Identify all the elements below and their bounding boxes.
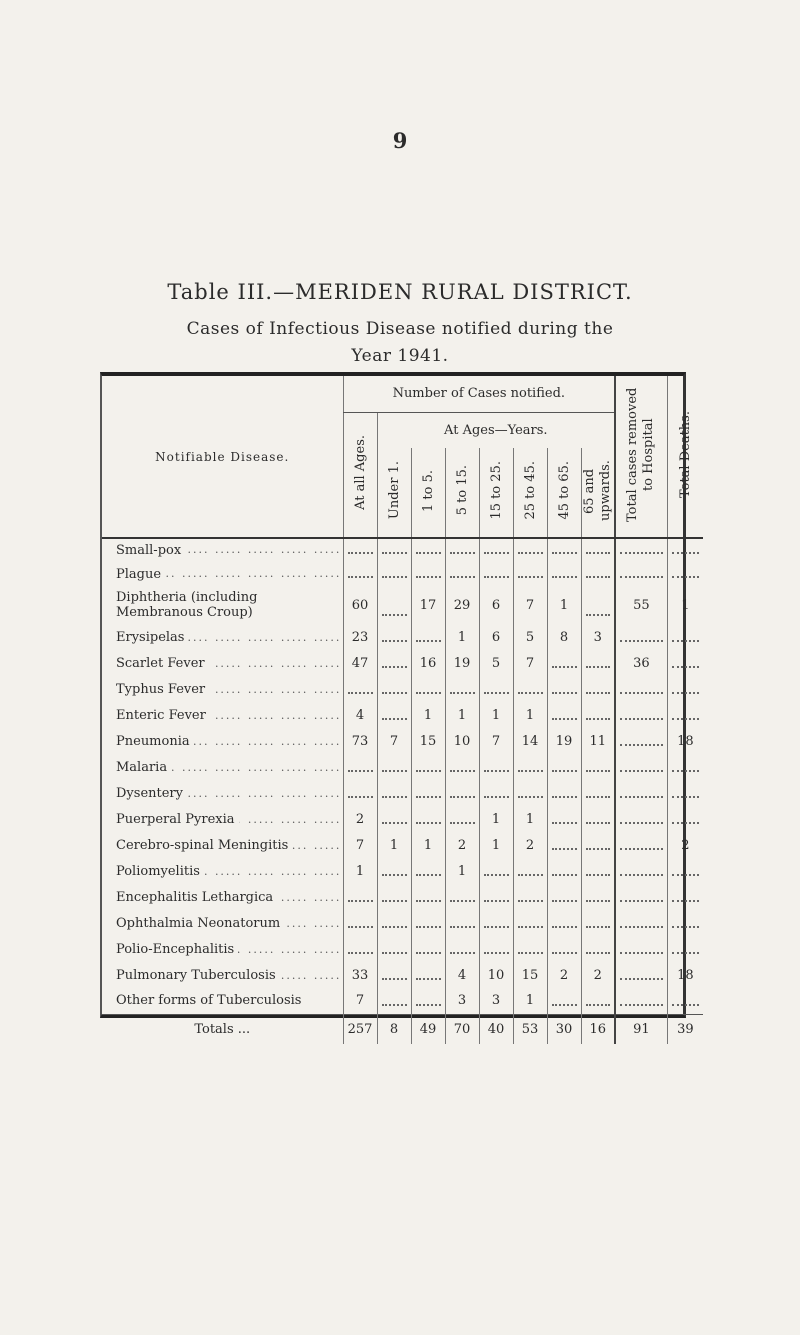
table-cell [377,910,411,936]
disease-label: Diphtheria (including Membranous Croup) [116,590,258,620]
table-row [102,562,703,586]
header-age-under-1: Under 1. [377,448,411,538]
table-cell [479,780,513,806]
table-cell: 2 [547,962,581,988]
table-cell: 7 [343,988,377,1014]
table-cell [581,702,615,728]
table-cell: 1 [411,702,445,728]
table-cell: 1 [445,702,479,728]
table-cell [377,586,411,624]
table-cell [615,962,667,988]
table-cell [411,780,445,806]
table-cell [615,884,667,910]
table-cell: 7 [343,832,377,858]
table-cell [547,832,581,858]
table-cell: 8 [547,624,581,650]
table-cell [377,988,411,1014]
totals-cell: 257 [343,1014,377,1044]
disease-name [102,962,343,988]
table-cell [667,538,703,562]
header-age-1-to-5: 1 to 5. [411,448,445,538]
table-cell [513,780,547,806]
table-cell: 1 [377,832,411,858]
table-cell: 5 [479,650,513,676]
table-cell [581,884,615,910]
table-cell [581,858,615,884]
table-cell [547,910,581,936]
table-cell: 7 [513,586,547,624]
table-cell: 60 [343,586,377,624]
disease-label: Erysipelas [116,630,188,645]
table-cell: 36 [615,650,667,676]
table-cell [581,676,615,702]
table-cell [513,884,547,910]
totals-cell: 40 [479,1014,513,1044]
table-cell [615,624,667,650]
table-cell [547,936,581,962]
table-cell [513,562,547,586]
table-cell [581,780,615,806]
disease-name [102,832,343,858]
header-age-65-upwards: 65 and upwards. [581,448,615,538]
table-cell [581,754,615,780]
table-cell [411,936,445,962]
table-cell [513,538,547,562]
table-row [102,780,703,806]
table-cell: 19 [547,728,581,754]
table-title: Table III.—MERIDEN RURAL DISTRICT. [167,280,633,304]
totals-label: Totals ... [102,1014,343,1044]
table-cell [445,780,479,806]
table-cell: 29 [445,586,479,624]
disease-name [102,988,343,1014]
table-cell [343,884,377,910]
table-cell [667,780,703,806]
disease-name [102,562,343,586]
table-cell [411,910,445,936]
table-cell: 3 [581,624,615,650]
table-cell: 7 [377,728,411,754]
header-age-25-to-45: 25 to 45. [513,448,547,538]
table-cell [411,676,445,702]
table-row [102,650,703,676]
totals-cell: 16 [581,1014,615,1044]
table-cell: 17 [411,586,445,624]
header-at-all-ages: At all Ages. [343,412,377,538]
table-cell [581,562,615,586]
table-cell [581,538,615,562]
table-cell [547,806,581,832]
table-cell [343,562,377,586]
table-body [102,538,703,1044]
table-row [102,832,703,858]
table-cell [479,910,513,936]
disease-label: Ophthalmia Neonatorum [116,916,284,931]
disease-name [102,650,343,676]
table-cell [411,962,445,988]
table-row [102,910,703,936]
table-cell [547,988,581,1014]
table-cell [547,676,581,702]
table-cell [547,650,581,676]
table-cell: 4 [343,702,377,728]
disease-label: Enteric Fever [116,708,210,723]
table-cell [615,702,667,728]
table-cell: 3 [479,988,513,1014]
table-cell: 47 [343,650,377,676]
table-cell [377,650,411,676]
header-age-5-to-15: 5 to 15. [445,448,479,538]
table-row [102,988,703,1014]
table-cell [377,884,411,910]
disease-name [102,806,343,832]
table-cell [411,806,445,832]
disease-label: Pneumonia [116,734,194,749]
table-cell: 3 [445,988,479,1014]
table-row [102,702,703,728]
table-cell [513,910,547,936]
disease-name [102,910,343,936]
totals-cell: 70 [445,1014,479,1044]
table-row [102,754,703,780]
subtitle-line-2: Year 1941. [351,346,449,366]
table-cell [377,962,411,988]
table-cell: 55 [615,586,667,624]
table-cell [513,754,547,780]
table-row [102,624,703,650]
table-cell [615,988,667,1014]
table-cell [377,858,411,884]
table-cell [547,702,581,728]
totals-cell: 53 [513,1014,547,1044]
disease-name [102,936,343,962]
table-cell: 1 [445,858,479,884]
table-cell [615,858,667,884]
table-row [102,962,703,988]
table-cell: 33 [343,962,377,988]
table-row [102,858,703,884]
table-cell: 11 [581,728,615,754]
table-cell [411,562,445,586]
table-cell [581,936,615,962]
table-cell [343,754,377,780]
disease-name [102,754,343,780]
table-cell: 18 [667,962,703,988]
disease-label: Scarlet Fever [116,656,209,671]
table-cell [411,538,445,562]
table-cell [411,624,445,650]
totals-cell: 8 [377,1014,411,1044]
table-cell [667,884,703,910]
table-cell: 7 [479,728,513,754]
table-cell: 2 [445,832,479,858]
page-number: 9 [392,128,408,153]
table-cell [667,936,703,962]
table-cell [667,676,703,702]
table-cell [667,910,703,936]
table-cell [667,858,703,884]
table-cell: 2 [513,832,547,858]
table-cell: 1 [479,832,513,858]
disease-label: Pulmonary Tuberculosis [116,968,280,983]
table-cell [667,702,703,728]
table-cell [377,936,411,962]
disease-table [100,372,694,1037]
table-cell: 1 [479,806,513,832]
table-cell [513,936,547,962]
disease-name [102,780,343,806]
table-cell: 15 [513,962,547,988]
table-cell [615,780,667,806]
table-cell [377,624,411,650]
table-cell [615,936,667,962]
table-cell [377,676,411,702]
table-cell [343,936,377,962]
table-row [102,538,703,562]
table-cell [581,832,615,858]
header-number-of-cases: Number of Cases notified. [343,376,615,412]
table-cell [581,586,615,624]
table-cell [667,650,703,676]
table-cell [445,884,479,910]
table-cell: 23 [343,624,377,650]
table-cell [411,754,445,780]
table-cell [615,676,667,702]
table-cell [615,754,667,780]
table-cell [377,754,411,780]
table-cell [547,858,581,884]
table-cell [445,538,479,562]
disease-label: Small-pox [116,543,185,558]
table-cell [377,780,411,806]
table-cell [615,562,667,586]
table-cell [479,884,513,910]
header-age-45-to-65: 45 to 65. [547,448,581,538]
disease-label: Dysentery [116,786,187,801]
table-cell [547,884,581,910]
table-cell [547,780,581,806]
table-cell [377,702,411,728]
table-cell: 4 [445,962,479,988]
table-cell [343,910,377,936]
table-cell [615,910,667,936]
disease-label: Typhus Fever [116,682,209,697]
table-cell: 15 [411,728,445,754]
table-cell [343,780,377,806]
table-cell: 1 [479,702,513,728]
table-cell [667,562,703,586]
disease-label: Cerebro-spinal Meningitis [116,838,292,853]
disease-name [102,884,343,910]
subtitle-line-1: Cases of Infectious Disease notified during the [186,319,614,339]
table-cell [667,754,703,780]
header-age-15-to-25: 15 to 25. [479,448,513,538]
table-cell: 1 [513,702,547,728]
table-cell: 2 [581,962,615,988]
table-cell: 73 [343,728,377,754]
disease-label: Encephalitis Lethargica [116,890,277,905]
table-cell [667,988,703,1014]
table-cell [615,728,667,754]
table-cell [445,806,479,832]
table-cell: 10 [445,728,479,754]
table-cell [377,562,411,586]
table-cell: 10 [479,962,513,988]
table-cell [377,806,411,832]
disease-name [102,702,343,728]
table-cell [615,538,667,562]
totals-row [102,1014,703,1044]
table-cell: 5 [513,624,547,650]
table-cell [547,538,581,562]
table-cell: 2 [667,832,703,858]
table-cell [581,988,615,1014]
table-cell [581,650,615,676]
table-row [102,806,703,832]
table-cell [547,754,581,780]
table-cell [615,832,667,858]
table-cell [377,538,411,562]
table-cell: 6 [479,624,513,650]
table-cell: 14 [513,728,547,754]
table-row [102,676,703,702]
table-cell [513,676,547,702]
totals-cell: 49 [411,1014,445,1044]
table-cell: 2 [343,806,377,832]
disease-label: Plague [116,567,165,582]
disease-label: Puerperal Pyrexia [116,812,239,827]
disease-name [102,728,343,754]
table-cell: 1 [513,806,547,832]
disease-label: Malaria [116,760,171,775]
table-cell [479,562,513,586]
table-cell [667,624,703,650]
table-cell [411,858,445,884]
table-cell [615,806,667,832]
table-subtitle [0,316,800,370]
table-cell: 18 [667,728,703,754]
disease-name [102,624,343,650]
table-cell: 16 [411,650,445,676]
table-cell: 6 [479,586,513,624]
disease-label: Polio-Encephalitis [116,942,238,957]
table-cell [513,858,547,884]
table-cell [479,754,513,780]
disease-name [102,858,343,884]
table-cell [479,676,513,702]
table-cell [547,562,581,586]
table-cell [343,538,377,562]
table-cell: 1 [547,586,581,624]
header-removed-to-hospital: Total cases removed to Hospital [615,376,667,538]
disease-name [102,538,343,562]
header-notifiable-disease: Notifiable Disease. [102,376,343,538]
table-cell [445,936,479,962]
totals-cell: 91 [615,1014,667,1044]
disease-name [102,676,343,702]
table-row [102,586,703,624]
table-cell [411,884,445,910]
disease-label: Poliomyelitis [116,864,204,879]
table-cell [479,538,513,562]
table-row [102,884,703,910]
table-cell: 1 [411,832,445,858]
table-cell: 1 [445,624,479,650]
table-cell [667,806,703,832]
table-cell [479,858,513,884]
table-cell [445,562,479,586]
table-cell: 1 [667,586,703,624]
table-cell [581,910,615,936]
table-cell [343,676,377,702]
table-cell: 1 [513,988,547,1014]
table-row [102,936,703,962]
header-total-deaths: Total Deaths. [667,376,703,538]
table-cell [479,936,513,962]
header-at-ages-years: At Ages—Years. [377,412,615,448]
disease-name [102,586,343,624]
table-cell [445,754,479,780]
totals-cell: 30 [547,1014,581,1044]
table-row [102,728,703,754]
table-cell [581,806,615,832]
table-cell: 1 [343,858,377,884]
table-cell [411,988,445,1014]
table-cell [445,676,479,702]
table-cell [445,910,479,936]
totals-cell: 39 [667,1014,703,1044]
disease-label: Other forms of Tuberculosis [116,993,305,1008]
table-cell: 7 [513,650,547,676]
table-cell: 19 [445,650,479,676]
